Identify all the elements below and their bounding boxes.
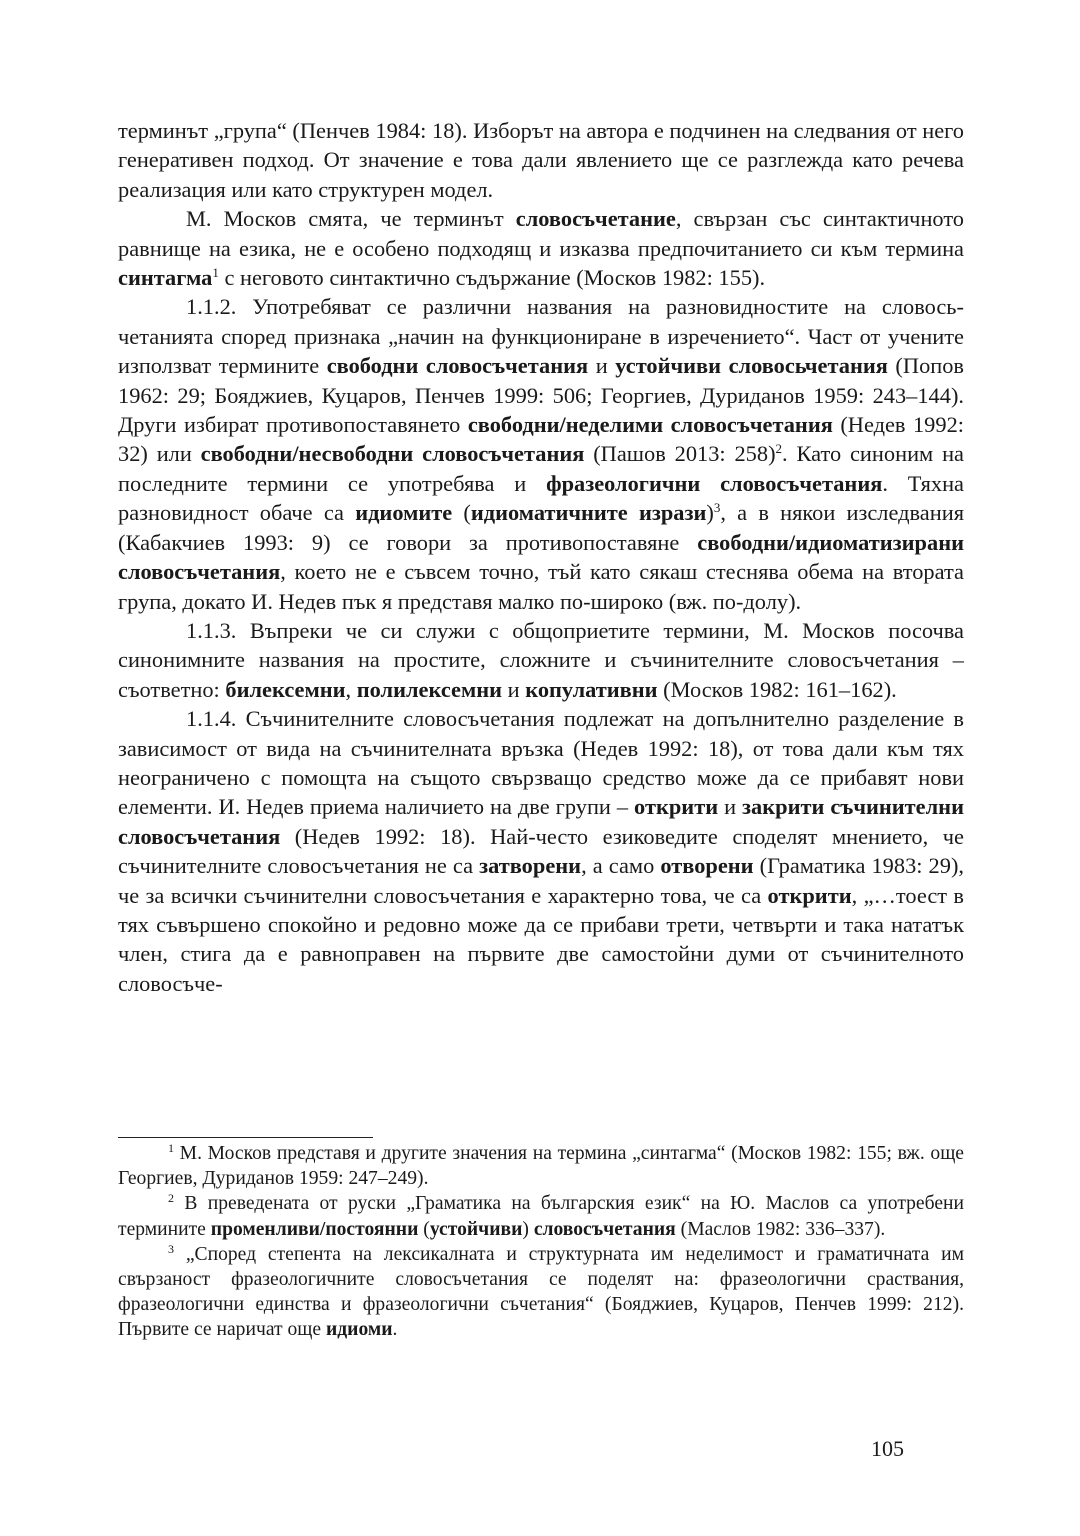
bold-term: открити <box>634 794 719 820</box>
text-run: ) <box>706 500 714 526</box>
text-run: ( <box>418 1218 430 1240</box>
bold-term: свободни/неделими словосъчетания <box>467 412 833 438</box>
text-run: , а в някои изследвания (Кабакчиев 1993: 9) се говори за противопоставяне <box>118 500 964 555</box>
footnote-ref: 3 <box>713 500 721 516</box>
text-run: (Граматика 1983: 29), че за всички съчинителни словосъчетания е характерно това, че са <box>118 853 965 908</box>
text-run: . Тяхна разновидност обаче са <box>118 470 964 526</box>
bold-term: словосъчетания <box>533 1218 676 1240</box>
footnote-ref: 2 <box>775 441 783 457</box>
footnote-ref: 2 <box>168 1191 174 1206</box>
text-run: 1.1.3. Въпреки че си служи с общоприетите термини, М. Москов посочва синонимните названия на простите, сложните и съчинителните словосъчетания – съответно: <box>118 617 964 702</box>
paragraph <box>118 292 964 615</box>
footnote <box>118 1242 964 1343</box>
footnote-ref: 1 <box>212 265 219 281</box>
text-run: 1.1.2. Употребяват се различни названия на разновидностите на словосьчетанията според признака „начин на функциониране в изречението“. Част от учените използват термините <box>118 294 964 379</box>
text-run: (Недев 1992: 18). Най-често езиковедите споделят мнението, че съчинителните словосъчетания не са <box>118 823 964 879</box>
bold-term: отворени <box>660 853 754 879</box>
text-run: . <box>392 1319 398 1341</box>
bold-term: идиоми <box>325 1319 393 1341</box>
text-run: (Москов 1982: 161–162). <box>657 676 897 702</box>
bold-term: закрити съчинителни словосъчетания <box>118 794 964 849</box>
text-run: , което не е съвсем точно, тъй като сякаш стеснява обема на втората група, докато И. Недев пък я представя малко по-широко (вж. по-долу). <box>118 559 964 614</box>
text-run: „Според степента на лексикалната и структурната им неделимост и граматичната им свързаност фразеологичните словосъчетания се поделят на: фразеологични сраствания, фразеологични единства и фразеологични съчетания“ (Бояджиев, Куцаров, Пенчев 1999: 212). Първите се наричат още <box>118 1243 964 1341</box>
bold-term: затворени <box>479 853 582 879</box>
bold-term: открити <box>767 882 852 908</box>
text-run: и <box>588 353 616 379</box>
footnote-ref: 3 <box>168 1241 174 1256</box>
footnote-separator <box>118 1137 373 1138</box>
footnote <box>118 1141 964 1191</box>
paragraph <box>118 116 964 204</box>
text-run: и <box>502 676 526 702</box>
bold-term: променливи/постоянни <box>210 1218 419 1240</box>
text-run: . Като синоним на последните термини се употребява и <box>118 441 964 496</box>
paragraph <box>118 704 964 998</box>
paragraph <box>118 204 964 292</box>
text-run: , свързан със синтактичното равнище на езика, не е особено подходящ и изказва предпочитанието си към термина <box>118 206 965 261</box>
bold-term: полилексемни <box>356 676 503 702</box>
text-run: , а само <box>581 853 661 879</box>
text-run: (Попов 1962: 29; Бояджиев, Куцаров, Пенчев 1999: 506; Георгиев, Дуриданов 1959: 243–144). Други избират противопоставянето <box>118 353 965 438</box>
paragraph <box>118 616 964 704</box>
text-run: ) <box>522 1218 534 1240</box>
bold-term: идиоматичните изрази <box>470 500 707 526</box>
bold-term: устойчиви словосьчетания <box>615 353 888 379</box>
bold-term: свободни/идиоматизирани словосъчетания <box>118 529 964 585</box>
text-run: В преведената от руски „Граматика на българския език“ на Ю. Маслов са употребени термините <box>118 1193 964 1240</box>
text-run: ( <box>452 500 471 526</box>
footnote <box>118 1191 964 1241</box>
bold-term: фразеологични словосъчетания <box>546 470 883 496</box>
text-run: (Маслов 1982: 336–337). <box>675 1218 886 1240</box>
bold-term: идиомите <box>355 500 453 526</box>
text-run: (Пашов 2013: 258) <box>584 441 776 467</box>
footnotes <box>118 1141 964 1343</box>
bold-term: синтагма <box>118 265 213 291</box>
text-run: М. Москов смята, че терминът <box>186 206 516 232</box>
text-run: терминът „група“ (Пенчев 1984: 18). Изборът на автора е подчинен на следвания от него генеративен подход. От значение е това дали явлението ще се разглежда като речева реализация или като структурен модел. <box>118 118 964 202</box>
footnote-ref: 1 <box>168 1141 174 1155</box>
page-number: 105 <box>871 1436 904 1461</box>
text-run: 1.1.4. Съчинителните словосъчетания подлежат на допълнително разделение в зависимост от вида на съчинителната връзка (Недев 1992: 18), от това дали към тях неограничено с помощта на същото свързващо средство може да се прибавят нови елементи. И. Недев приема наличието на две групи – <box>118 706 964 820</box>
bold-term: устойчиви <box>429 1218 523 1240</box>
page-body <box>118 116 964 998</box>
text-run: М. Москов представя и другите значения на термина „синтагма“ (Москов 1982: 155; вж. още Георгиев, Дуриданов 1959: 247–249). <box>118 1143 964 1190</box>
bold-term: словосъчетание <box>515 206 676 232</box>
text-run: (Недев 1992: 32) или <box>118 412 964 467</box>
bold-term: билексемни <box>225 676 346 702</box>
text-run: и <box>718 794 743 820</box>
main-text <box>118 116 964 998</box>
text-run: , „…тоест в тях съвършено спокойно и редовно може да се прибави трети, четвърти и така нататък член, стига да е равноправен на първите две самостойни думи от съчинителното словосъче- <box>118 882 965 996</box>
bold-term: копулативни <box>525 676 658 702</box>
bold-term: свободни словосъчетания <box>326 353 589 379</box>
bold-term: свободни/несвободни словосъчетания <box>200 441 585 467</box>
text-run: с неговото синтактично съдържание (Москов 1982: 155). <box>218 265 766 291</box>
text-run: , <box>345 676 357 702</box>
